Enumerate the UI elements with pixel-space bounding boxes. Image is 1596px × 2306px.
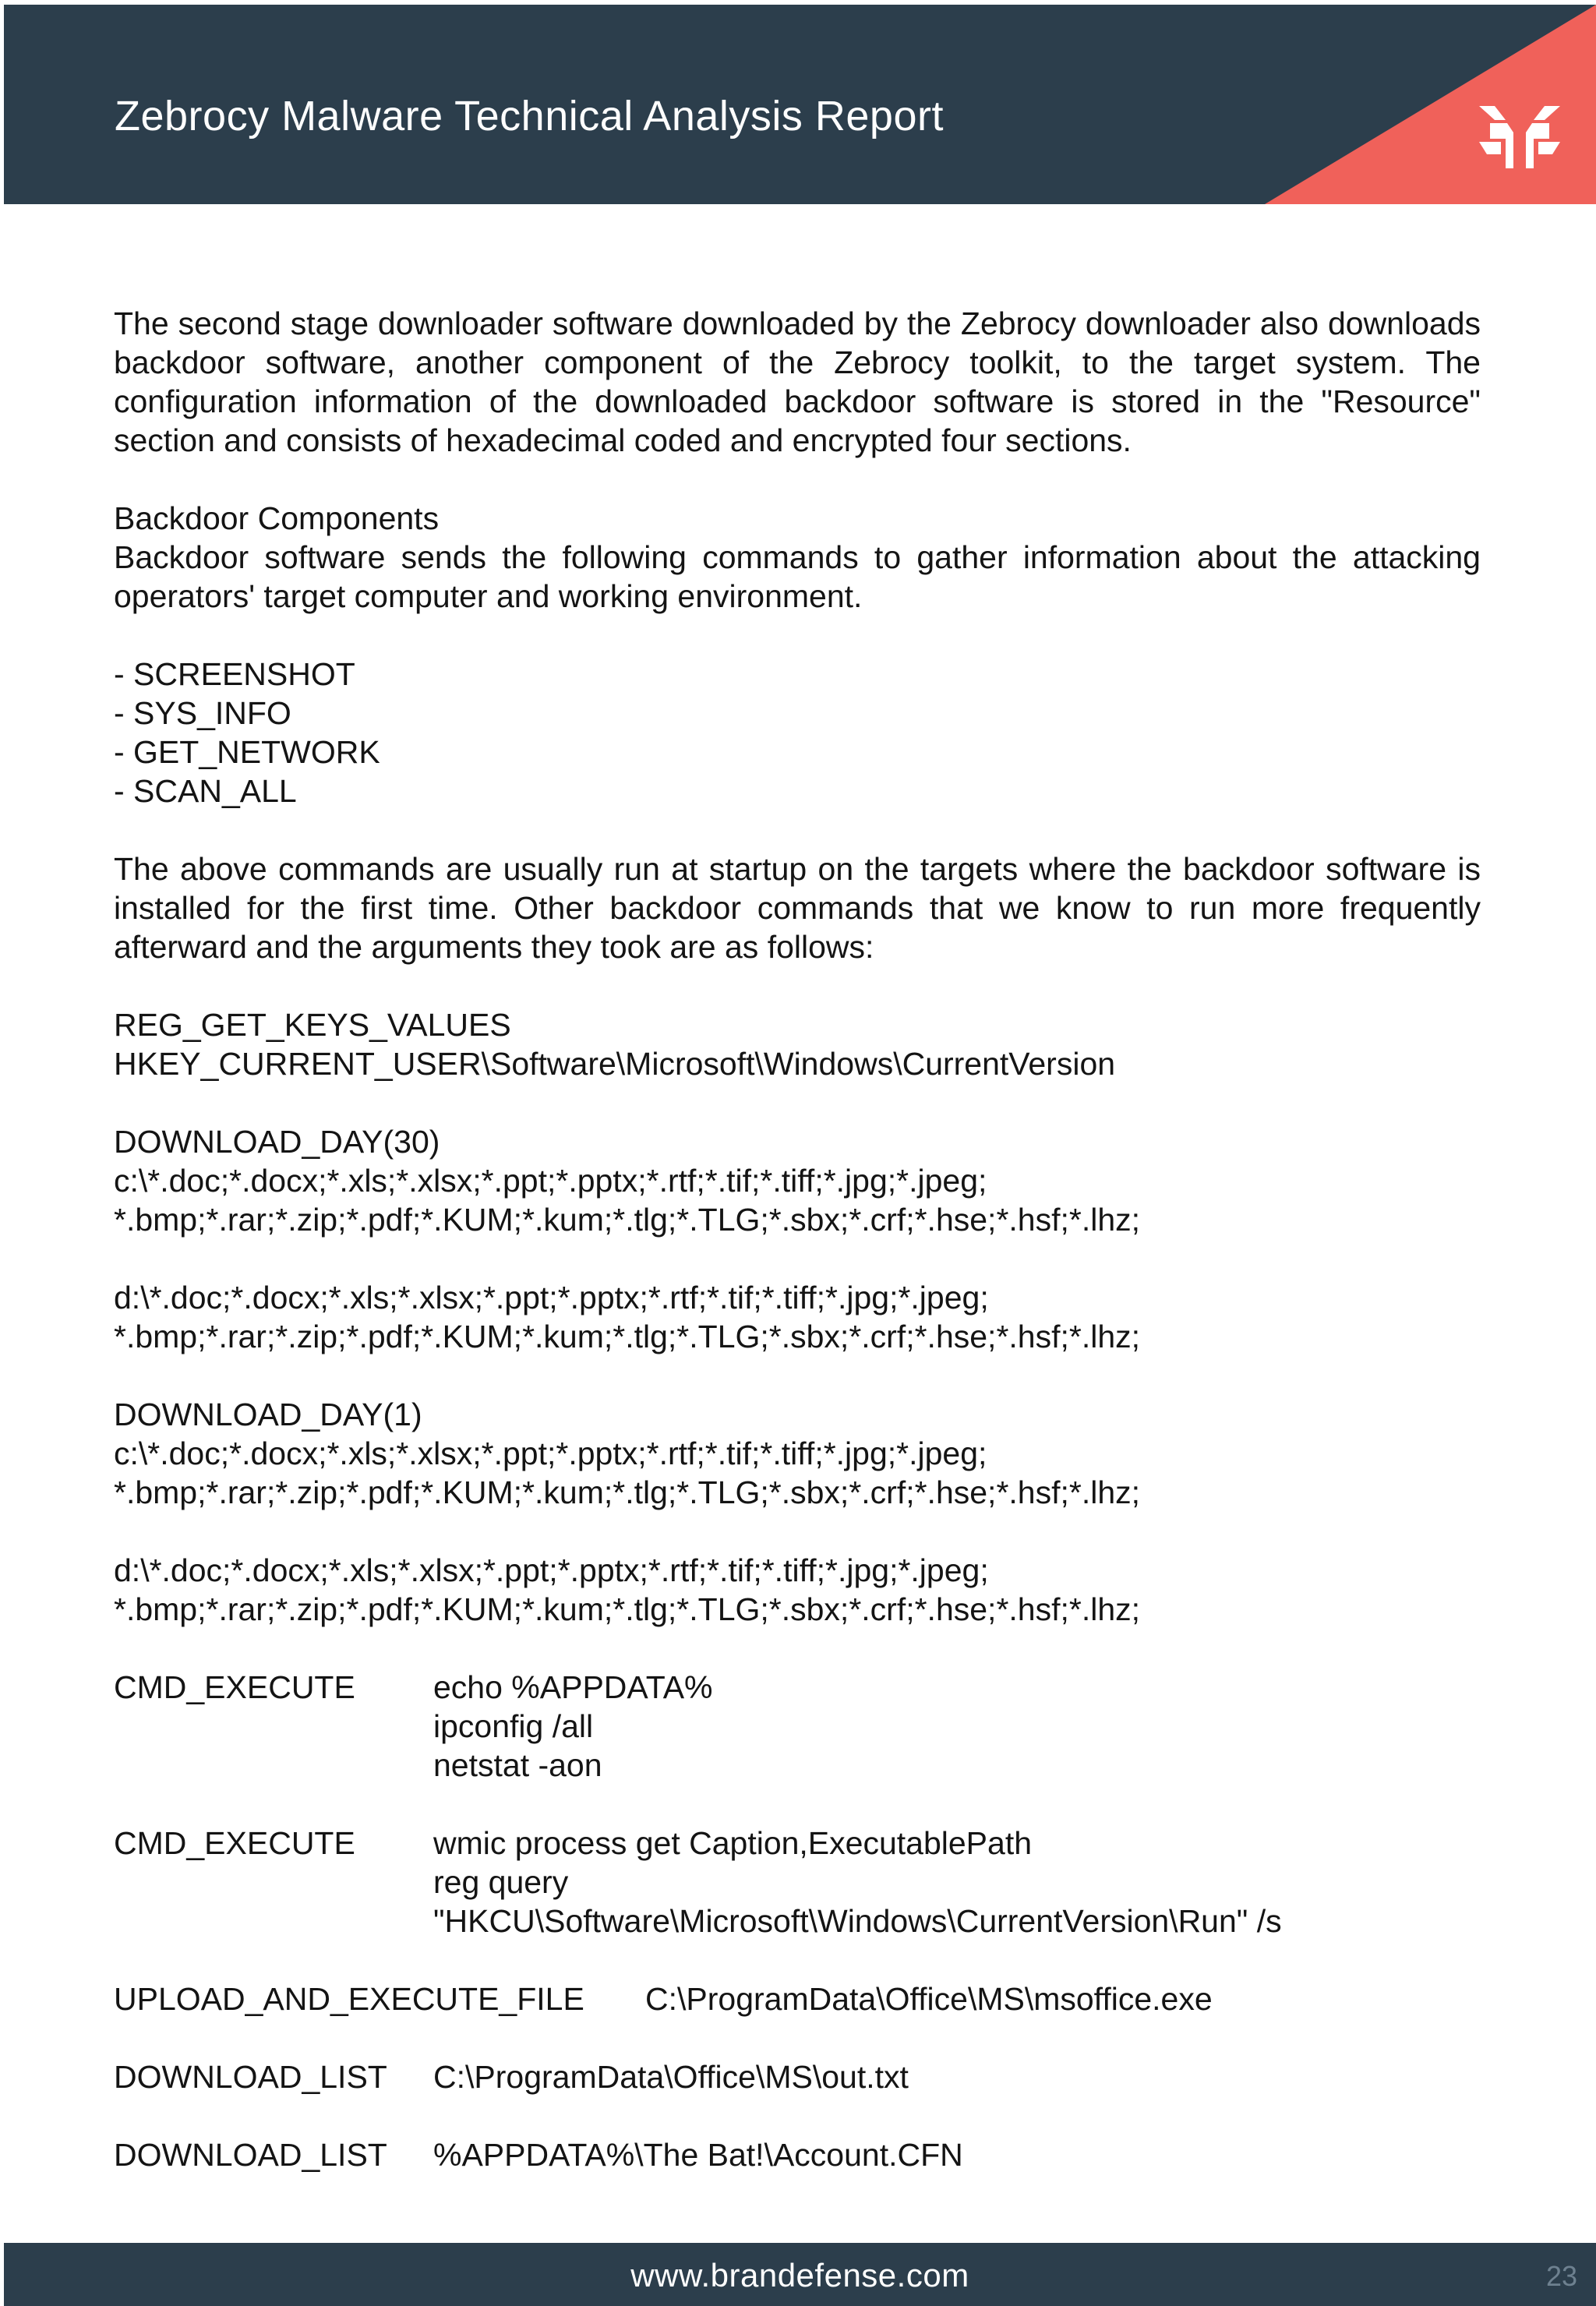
file-mask-line: *.bmp;*.rar;*.zip;*.pdf;*.KUM;*.kum;*.tlg;*.TLG;*.sbx;*.crf;*.hse;*.hsf;*.lhz;: [114, 1591, 1141, 1627]
command-row: [114, 1863, 1481, 1902]
startup-command: - SCREENSHOT: [114, 656, 355, 692]
page-content: [114, 304, 1481, 2174]
command-name: CMD_EXECUTE: [114, 1669, 355, 1705]
command-row: [114, 1707, 1481, 1746]
command-row: [114, 1902, 1481, 1941]
command-row: [114, 2135, 1481, 2174]
file-mask-line: c:\*.doc;*.docx;*.xls;*.xlsx;*.ppt;*.pptx;*.rtf;*.tif;*.tiff;*.jpg;*.jpeg;: [114, 1163, 987, 1199]
command-argument: C:\ProgramData\Office\MS\out.txt: [433, 2059, 909, 2095]
file-mask-line: c:\*.doc;*.docx;*.xls;*.xlsx;*.ppt;*.pptx;*.rtf;*.tif;*.tiff;*.jpg;*.jpeg;: [114, 1436, 987, 1471]
command-argument: reg query: [433, 1864, 569, 1900]
command-argument: %APPDATA%\The Bat!\Account.CFN: [433, 2137, 963, 2173]
command-row: [114, 1668, 1481, 1707]
command-row: [114, 1746, 1481, 1785]
startup-command: - SYS_INFO: [114, 695, 291, 731]
startup-command: - SCAN_ALL: [114, 773, 297, 809]
command-name: DOWNLOAD_DAY(30): [114, 1124, 440, 1160]
command-argument: wmic process get Caption,ExecutablePath: [433, 1825, 1033, 1861]
command-argument: C:\ProgramData\Office\MS\msoffice.exe: [645, 1981, 1213, 2017]
command-name: CMD_EXECUTE: [114, 1825, 355, 1861]
command-row: [114, 1824, 1481, 1863]
command-argument: netstat -aon: [433, 1747, 602, 1783]
command-row: [114, 2057, 1481, 2096]
footer-url-link[interactable]: www.brandefense.com: [630, 2257, 969, 2294]
command-name: UPLOAD_AND_EXECUTE_FILE: [114, 1981, 584, 2017]
page-title: Zebrocy Malware Technical Analysis Report: [115, 93, 944, 139]
section-description: Backdoor software sends the following commands to gather information about the attacking operators' target computer and working environment.: [114, 539, 1481, 614]
page-header: [4, 5, 1596, 204]
command-argument: "HKCU\Software\Microsoft\Windows\CurrentVersion\Run" /s: [433, 1903, 1282, 1939]
command-name: REG_GET_KEYS_VALUES: [114, 1007, 511, 1043]
section-heading: Backdoor Components: [114, 500, 440, 536]
followup-paragraph: The above commands are usually run at startup on the targets where the backdoor software is installed for the first time. Other backdoor commands that we know to run more frequently afterward and the arguments they took are as follows:: [114, 851, 1481, 965]
file-mask-line: *.bmp;*.rar;*.zip;*.pdf;*.KUM;*.kum;*.tlg;*.TLG;*.sbx;*.crf;*.hse;*.hsf;*.lhz;: [114, 1474, 1141, 1510]
file-mask-line: *.bmp;*.rar;*.zip;*.pdf;*.KUM;*.kum;*.tlg;*.TLG;*.sbx;*.crf;*.hse;*.hsf;*.lhz;: [114, 1202, 1141, 1238]
intro-paragraph: The second stage downloader software downloaded by the Zebrocy downloader also downloads backdoor software, another component of the Zebrocy toolkit, to the target system. The configuration information of the downloaded backdoor software is stored in the "Resource" section and consists of hexadecimal coded and encrypted four sections.: [114, 305, 1481, 458]
command-name: DOWNLOAD_LIST: [114, 2059, 387, 2095]
file-mask-line: *.bmp;*.rar;*.zip;*.pdf;*.KUM;*.kum;*.tlg;*.TLG;*.sbx;*.crf;*.hse;*.hsf;*.lhz;: [114, 1319, 1141, 1354]
command-argument: HKEY_CURRENT_USER\Software\Microsoft\Windows\CurrentVersion: [114, 1046, 1116, 1082]
command-name: DOWNLOAD_LIST: [114, 2137, 387, 2173]
command-argument: ipconfig /all: [433, 1708, 594, 1744]
brandefense-logo-icon: [1479, 106, 1560, 168]
command-name: DOWNLOAD_DAY(1): [114, 1397, 422, 1432]
page-footer: [4, 2243, 1596, 2306]
file-mask-line: d:\*.doc;*.docx;*.xls;*.xlsx;*.ppt;*.pptx;*.rtf;*.tif;*.tiff;*.jpg;*.jpeg;: [114, 1552, 989, 1588]
file-mask-line: d:\*.doc;*.docx;*.xls;*.xlsx;*.ppt;*.pptx;*.rtf;*.tif;*.tiff;*.jpg;*.jpeg;: [114, 1280, 989, 1315]
command-argument: echo %APPDATA%: [433, 1669, 713, 1705]
command-row: [114, 1979, 1481, 2018]
startup-command: - GET_NETWORK: [114, 734, 380, 770]
page-number: 23: [1545, 2260, 1577, 2292]
